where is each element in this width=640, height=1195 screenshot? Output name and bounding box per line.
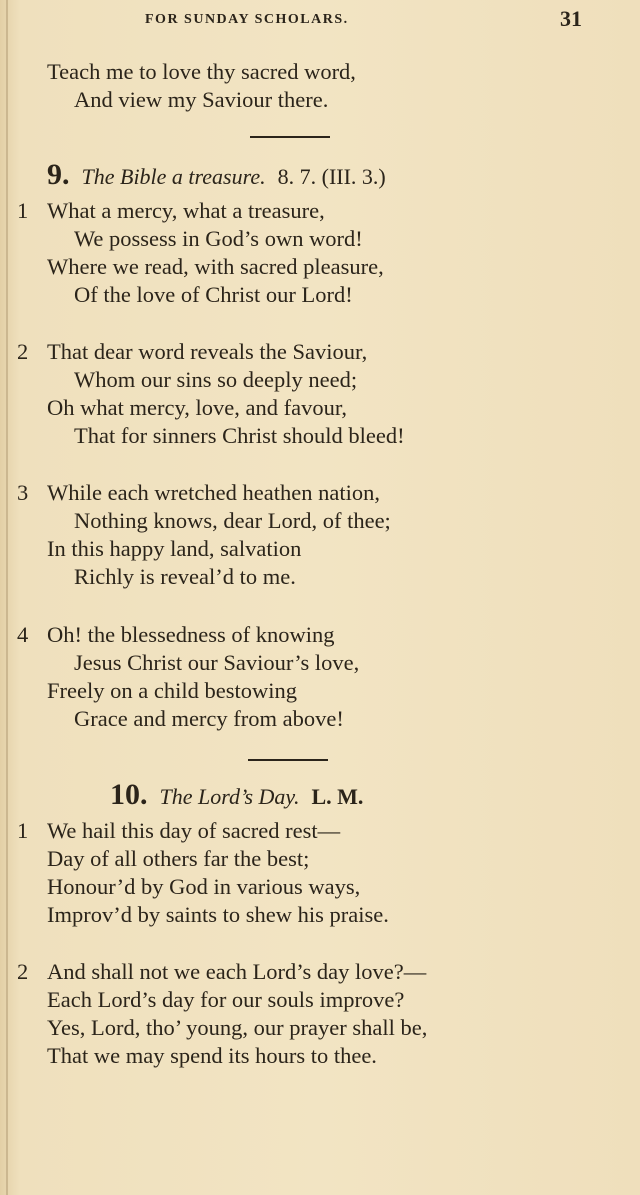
verse-line: Where we read, with sacred pleasure,: [47, 254, 384, 279]
stanza: [17, 479, 391, 591]
hymn-name: The Bible a treasure.: [81, 164, 266, 189]
hymn-meter: L. M.: [311, 784, 364, 809]
verse-line: Nothing knows, dear Lord, of thee;: [74, 508, 391, 533]
page-number: 31: [560, 6, 582, 31]
stanza: [17, 338, 405, 450]
hymn-9-title: [47, 158, 386, 192]
verse-line: Day of all others far the best;: [47, 846, 310, 871]
hymn-number: 10.: [110, 778, 148, 811]
verse-line: And shall not we each Lord’s day love?—: [47, 959, 427, 984]
hymn-number: 9.: [47, 158, 70, 191]
stanza: [17, 197, 384, 309]
stanza-number: 2: [17, 959, 29, 984]
verse-line: Freely on a child bestowing: [47, 678, 297, 703]
verse-line: Each Lord’s day for our souls improve?: [47, 987, 405, 1012]
verse-line: Richly is reveal’d to me.: [74, 564, 296, 589]
stanza: [17, 958, 428, 1070]
verse-line: While each wretched heathen nation,: [47, 480, 380, 505]
verse-line: That dear word reveals the Saviour,: [47, 339, 368, 364]
hymn-10-title: [110, 778, 363, 812]
hymn-meter: 8. 7. (III. 3.): [277, 164, 386, 189]
verse-line: We possess in God’s own word!: [74, 226, 363, 251]
verse-line: That we may spend its hours to thee.: [47, 1043, 377, 1068]
stanza-number: 1: [17, 818, 29, 843]
continuation-stanza: [47, 58, 356, 114]
verse-line: And view my Saviour there.: [74, 87, 329, 112]
verse-line: Oh what mercy, love, and favour,: [47, 395, 348, 420]
hymn-name: The Lord’s Day.: [159, 784, 300, 809]
verse-line: What a mercy, what a treasure,: [47, 198, 325, 223]
stanza: [17, 817, 389, 929]
verse-line: Of the love of Christ our Lord!: [74, 282, 353, 307]
verse-line: In this happy land, salvation: [47, 536, 302, 561]
verse-line: That for sinners Christ should bleed!: [74, 423, 405, 448]
verse-line: Jesus Christ our Saviour’s love,: [74, 650, 360, 675]
verse-line: Improv’d by saints to shew his praise.: [47, 902, 389, 927]
page-gutter-edge: [6, 0, 8, 1195]
stanza-number: 4: [17, 622, 29, 647]
verse-line: Oh! the blessedness of knowing: [47, 622, 335, 647]
stanza-number: 1: [17, 198, 29, 223]
verse-line: Honour’d by God in various ways,: [47, 874, 361, 899]
verse-line: Whom our sins so deeply need;: [74, 367, 358, 392]
stanza: [17, 621, 360, 733]
verse-line: Yes, Lord, tho’ young, our prayer shall be,: [47, 1015, 428, 1040]
stanza-number: 2: [17, 339, 29, 364]
running-header: FOR SUNDAY SCHOLARS.: [145, 12, 349, 27]
verse-line: We hail this day of sacred rest—: [47, 818, 341, 843]
stanza-number: 3: [17, 480, 29, 505]
section-divider: [250, 136, 330, 138]
verse-line: Grace and mercy from above!: [74, 706, 344, 731]
verse-line: Teach me to love thy sacred word,: [47, 59, 356, 84]
section-divider: [248, 759, 328, 761]
